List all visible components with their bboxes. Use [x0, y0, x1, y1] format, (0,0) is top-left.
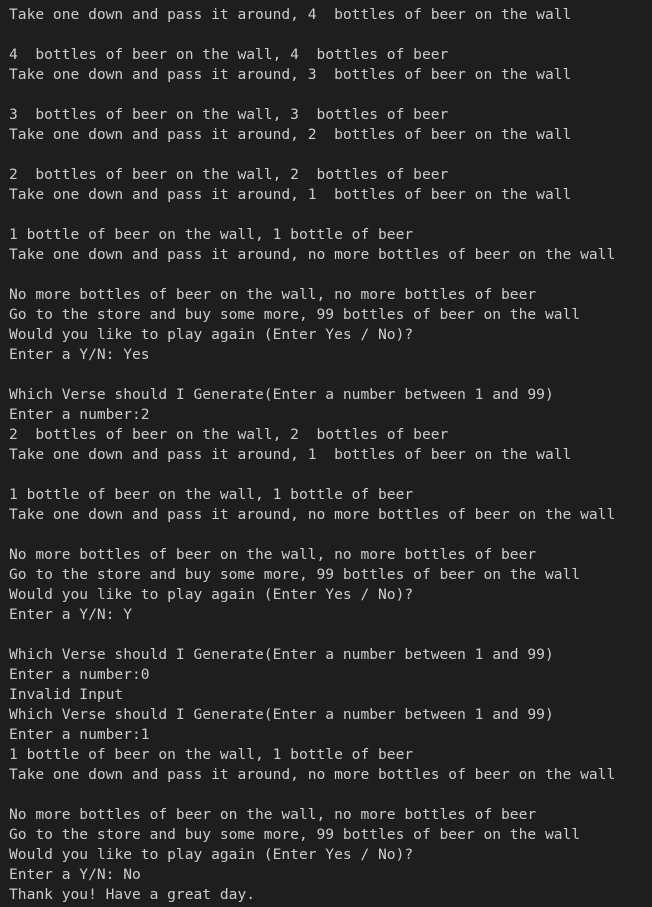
terminal-line: 4 bottles of beer on the wall, 4 bottles of beer: [9, 46, 449, 63]
terminal-line: 1 bottle of beer on the wall, 1 bottle of beer: [9, 486, 414, 503]
terminal-line: [9, 465, 652, 485]
terminal-line: 1 bottle of beer on the wall, 1 bottle of beer: [9, 226, 414, 243]
terminal-line: Enter a number:2: [9, 406, 150, 423]
terminal-line: 3 bottles of beer on the wall, 3 bottles of beer: [9, 106, 449, 123]
terminal-line: [9, 25, 652, 45]
terminal-line: Would you like to play again (Enter Yes / No)?: [9, 586, 414, 603]
terminal-line: Enter a Y/N: Yes: [9, 346, 150, 363]
terminal-line: [9, 785, 652, 805]
terminal-line: Take one down and pass it around, 1 bottles of beer on the wall: [9, 186, 572, 203]
terminal-line: 2 bottles of beer on the wall, 2 bottles of beer: [9, 166, 449, 183]
terminal-line: Take one down and pass it around, no more bottles of beer on the wall: [9, 246, 616, 263]
terminal-line: Enter a number:1: [9, 726, 150, 743]
terminal-line: No more bottles of beer on the wall, no more bottles of beer: [9, 546, 537, 563]
terminal-line: [9, 265, 652, 285]
terminal-line: [9, 625, 652, 645]
terminal-line: Take one down and pass it around, no more bottles of beer on the wall: [9, 506, 616, 523]
terminal-line: Take one down and pass it around, 1 bottles of beer on the wall: [9, 446, 572, 463]
terminal-line: [9, 85, 652, 105]
terminal-line: [9, 205, 652, 225]
terminal-line: Take one down and pass it around, 2 bottles of beer on the wall: [9, 126, 572, 143]
terminal-line: Would you like to play again (Enter Yes / No)?: [9, 846, 414, 863]
terminal-line: Which Verse should I Generate(Enter a number between 1 and 99): [9, 646, 554, 663]
terminal-line: Enter a Y/N: No: [9, 866, 141, 883]
terminal-line: Go to the store and buy some more, 99 bottles of beer on the wall: [9, 306, 581, 323]
terminal-line: Which Verse should I Generate(Enter a number between 1 and 99): [9, 706, 554, 723]
terminal-line: Enter a Y/N: Y: [9, 606, 133, 623]
terminal-line: 2 bottles of beer on the wall, 2 bottles of beer: [9, 426, 449, 443]
terminal-line: [9, 365, 652, 385]
terminal-line: Which Verse should I Generate(Enter a number between 1 and 99): [9, 386, 554, 403]
terminal-line: No more bottles of beer on the wall, no more bottles of beer: [9, 286, 537, 303]
terminal-line: [9, 525, 652, 545]
terminal-line: Take one down and pass it around, 4 bottles of beer on the wall: [9, 6, 572, 23]
terminal-line: Take one down and pass it around, no more bottles of beer on the wall: [9, 766, 616, 783]
terminal-line: Go to the store and buy some more, 99 bottles of beer on the wall: [9, 826, 581, 843]
terminal-line: No more bottles of beer on the wall, no more bottles of beer: [9, 806, 537, 823]
terminal-line: Go to the store and buy some more, 99 bottles of beer on the wall: [9, 566, 581, 583]
terminal-line: Invalid Input: [9, 686, 124, 703]
terminal-line: 1 bottle of beer on the wall, 1 bottle of beer: [9, 746, 414, 763]
terminal-line: [9, 145, 652, 165]
terminal-line: Enter a number:0: [9, 666, 150, 683]
terminal-line: Thank you! Have a great day.: [9, 886, 256, 903]
terminal-line: Take one down and pass it around, 3 bottles of beer on the wall: [9, 66, 572, 83]
terminal-line: Would you like to play again (Enter Yes / No)?: [9, 326, 414, 343]
